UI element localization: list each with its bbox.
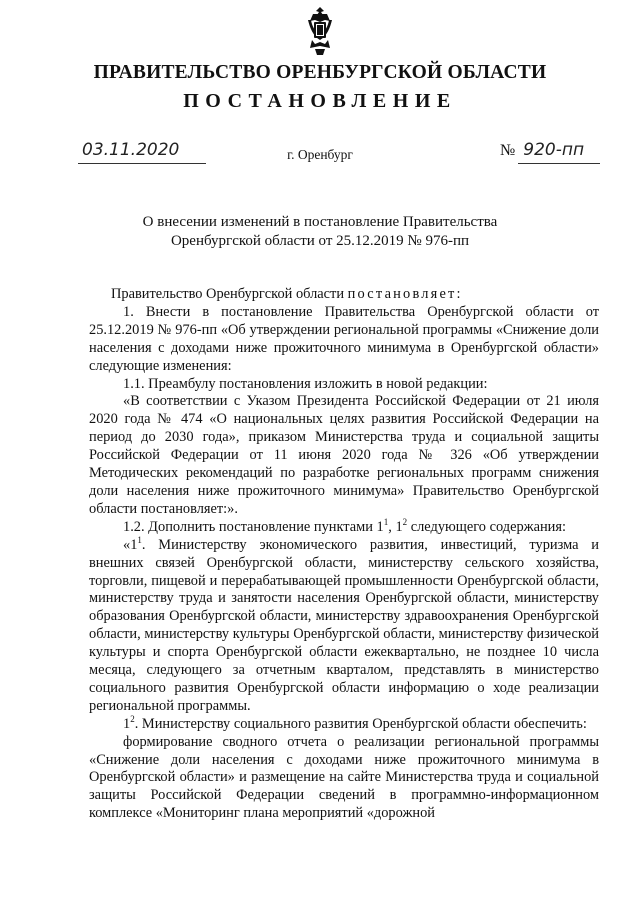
city-label: г. Оренбург <box>287 147 353 162</box>
p12-text-a: 1.2. Дополнить постановление пунктами 1 <box>123 518 384 535</box>
number-value: 920-пп <box>523 140 585 160</box>
paragraph-1-superscript-2 <box>89 713 599 734</box>
paragraph-1: 1. Внести в постановление Правительства Оренбургской области от 25.12.2019 № 976-пп «Об утверждении региональной программы «Снижение доли населения с доходами ниже прожиточного минимума в Оренбургской области» следующие изменения: <box>89 303 599 374</box>
coat-of-arms-icon <box>305 6 335 56</box>
p11-text-b: . Министерству экономического развития, инвестиций, туризма и внешних связей Оренбургской области, министерству сельского хозяйства, торговли, пищевой и перерабатывающей промышленности Оренбургской области, министерству труда и занятости населения Оренбургской области, министерству образования Оренбургской области, министерству здравоохранения Оренбургской области, министерству культуры Оренбургской области, министерству физической культуры и спорта Оренбургской области ежеквартально, не позднее 10 числа месяца, следующего за отчетным кварталом, представлять в министерство социального развития Оренбургской области информацию о ходе реализации региональной программы. <box>89 536 599 714</box>
paragraph-1-1: 1.1. Преамбулу постановления изложить в новой редакции: <box>123 375 488 392</box>
document-type: ПОСТАНОВЛЕНИЕ <box>183 90 457 112</box>
date-underline <box>78 163 206 164</box>
p12-text-b: , 1 <box>388 518 403 535</box>
intro-text: Правительство Оренбургской области <box>111 286 348 302</box>
date-value: 03.11.2020 <box>82 140 180 160</box>
number-underline <box>518 163 600 164</box>
p11-sup: 1 <box>137 534 142 545</box>
paragraph-1-2 <box>89 516 599 537</box>
p12-sup-1: 1 <box>383 516 389 527</box>
p12b-sup: 2 <box>130 713 135 724</box>
number-sign: № <box>500 142 516 159</box>
document-subject <box>0 213 640 251</box>
subject-line-1: О внесении изменений в постановление Правительства <box>142 214 498 230</box>
p12b-text-b: . Министерству социального развития Оренбургской области обеспечить: <box>134 715 587 732</box>
paragraph-intro <box>89 286 599 304</box>
subject-line-2: Оренбургской области от 25.12.2019 № 976-пп <box>170 233 470 249</box>
government-title: ПРАВИТЕЛЬСТВО ОРЕНБУРГСКОЙ ОБЛАСТИ <box>93 62 547 83</box>
p12b-text-a: 1 <box>123 715 131 732</box>
paragraph-1-superscript-1 <box>89 534 599 716</box>
document-body <box>89 286 599 823</box>
p12-sup-2: 2 <box>402 516 408 527</box>
paragraph-preamble: «В соответствии с Указом Президента Российской Федерации от 21 июля 2020 года № 474 «О национальных целях развития Российской Федерации на период до 2030 года», приказом Министерства труда и социальной защиты Российской Федерации от 11 июня 2020 года № 326 «Об утверждении Методических рекомендаций по разработке региональных программ снижения доли населения ниже прожиточного минимума» Правительство Оренбургской области постановляет:». <box>89 393 599 517</box>
paragraph-report: формирование сводного отчета о реализации региональной программы «Снижение доли населения с доходами ниже прожиточного минимума в Оренбургской области» и размещение на сайте Министерства труда и социальной защиты Российской Федерации сведений в программно-информационном комплексе «Мониторинг плана мероприятий «дорожной <box>89 733 599 822</box>
p11-text-a: «1 <box>123 536 138 553</box>
p12-text-c: следующего содержания: <box>407 518 566 535</box>
intro-spaced-text: постановляет: <box>347 286 463 302</box>
document-number <box>500 140 584 160</box>
